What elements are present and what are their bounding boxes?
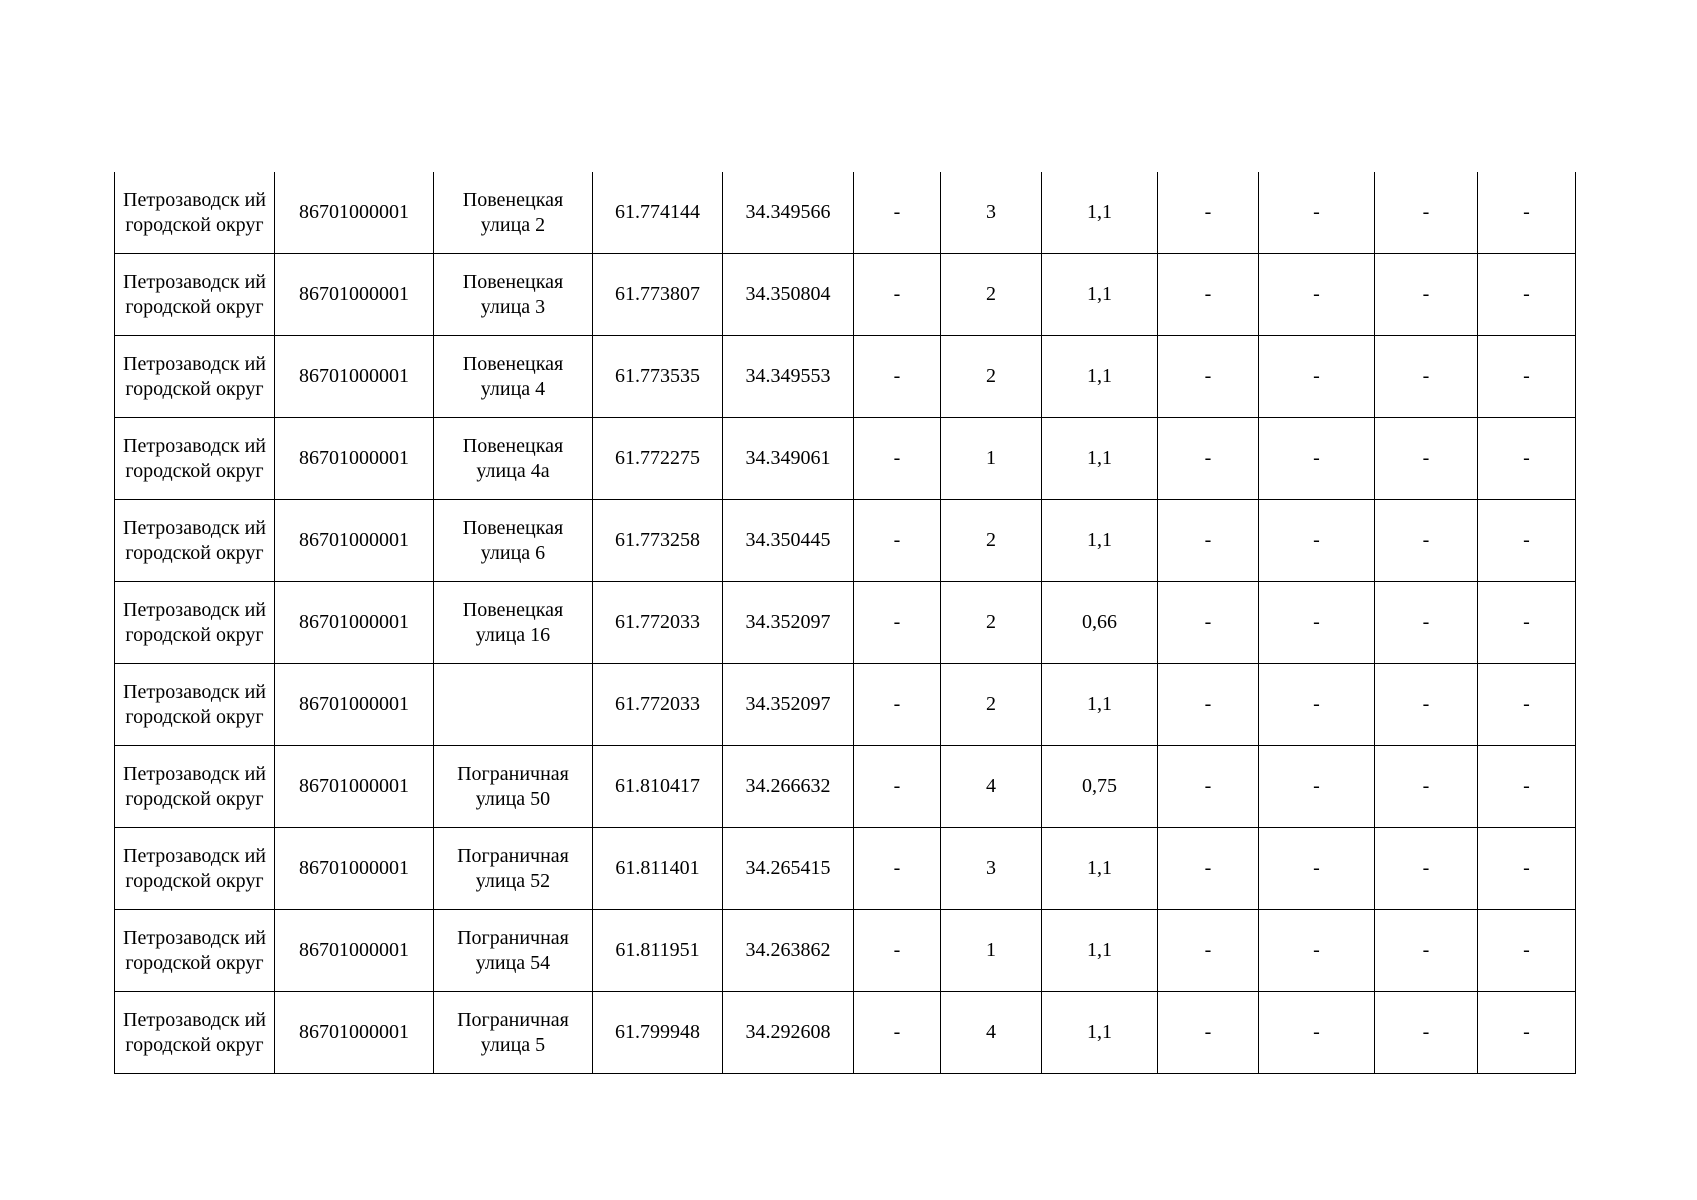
cell-address: Повенецкая улица 4а bbox=[434, 418, 593, 500]
cell-col12: - bbox=[1478, 418, 1576, 500]
table-row bbox=[115, 336, 1576, 418]
cell-col10: - bbox=[1259, 828, 1375, 910]
cell-col8: 1,1 bbox=[1042, 418, 1158, 500]
cell-oktmo: 86701000001 bbox=[275, 336, 434, 418]
cell-longitude: 34.349061 bbox=[723, 418, 854, 500]
cell-oktmo: 86701000001 bbox=[275, 582, 434, 664]
cell-latitude: 61.811951 bbox=[593, 910, 723, 992]
cell-municipality: Петрозаводск ий городской округ bbox=[115, 418, 275, 500]
cell-col11: - bbox=[1375, 254, 1478, 336]
cell-municipality: Петрозаводск ий городской округ bbox=[115, 582, 275, 664]
cell-col9: - bbox=[1158, 172, 1259, 254]
cell-col8: 0,75 bbox=[1042, 746, 1158, 828]
cell-municipality: Петрозаводск ий городской округ bbox=[115, 828, 275, 910]
cell-col7: 2 bbox=[941, 500, 1042, 582]
cell-col7: 2 bbox=[941, 336, 1042, 418]
table-row bbox=[115, 500, 1576, 582]
cell-col11: - bbox=[1375, 828, 1478, 910]
cell-oktmo: 86701000001 bbox=[275, 172, 434, 254]
cell-col9: - bbox=[1158, 992, 1259, 1074]
cell-col9: - bbox=[1158, 336, 1259, 418]
cell-address: Пограничная улица 50 bbox=[434, 746, 593, 828]
cell-col12: - bbox=[1478, 582, 1576, 664]
cell-col6: - bbox=[854, 500, 941, 582]
cell-address bbox=[434, 664, 593, 746]
cell-oktmo: 86701000001 bbox=[275, 500, 434, 582]
cell-address: Повенецкая улица 2 bbox=[434, 172, 593, 254]
cell-col12: - bbox=[1478, 664, 1576, 746]
cell-col10: - bbox=[1259, 418, 1375, 500]
cell-col9: - bbox=[1158, 746, 1259, 828]
cell-col10: - bbox=[1259, 336, 1375, 418]
cell-col6: - bbox=[854, 910, 941, 992]
cell-oktmo: 86701000001 bbox=[275, 746, 434, 828]
cell-municipality: Петрозаводск ий городской округ bbox=[115, 910, 275, 992]
cell-longitude: 34.350804 bbox=[723, 254, 854, 336]
cell-col11: - bbox=[1375, 418, 1478, 500]
cell-col6: - bbox=[854, 172, 941, 254]
cell-address: Повенецкая улица 6 bbox=[434, 500, 593, 582]
cell-address: Пограничная улица 54 bbox=[434, 910, 593, 992]
cell-longitude: 34.349553 bbox=[723, 336, 854, 418]
cell-oktmo: 86701000001 bbox=[275, 418, 434, 500]
cell-col7: 1 bbox=[941, 418, 1042, 500]
cell-col7: 3 bbox=[941, 828, 1042, 910]
cell-col6: - bbox=[854, 992, 941, 1074]
cell-municipality: Петрозаводск ий городской округ bbox=[115, 664, 275, 746]
cell-col9: - bbox=[1158, 254, 1259, 336]
cell-longitude: 34.265415 bbox=[723, 828, 854, 910]
cell-col10: - bbox=[1259, 910, 1375, 992]
table-row bbox=[115, 418, 1576, 500]
cell-oktmo: 86701000001 bbox=[275, 664, 434, 746]
cell-col8: 1,1 bbox=[1042, 254, 1158, 336]
cell-oktmo: 86701000001 bbox=[275, 254, 434, 336]
cell-col7: 2 bbox=[941, 254, 1042, 336]
table-row bbox=[115, 582, 1576, 664]
table-row bbox=[115, 254, 1576, 336]
cell-latitude: 61.773535 bbox=[593, 336, 723, 418]
cell-oktmo: 86701000001 bbox=[275, 910, 434, 992]
cell-col6: - bbox=[854, 828, 941, 910]
cell-col11: - bbox=[1375, 664, 1478, 746]
cell-address: Пограничная улица 5 bbox=[434, 992, 593, 1074]
cell-col12: - bbox=[1478, 500, 1576, 582]
cell-longitude: 34.350445 bbox=[723, 500, 854, 582]
cell-col6: - bbox=[854, 336, 941, 418]
cell-longitude: 34.349566 bbox=[723, 172, 854, 254]
table-row bbox=[115, 664, 1576, 746]
cell-col7: 1 bbox=[941, 910, 1042, 992]
cell-col7: 2 bbox=[941, 664, 1042, 746]
cell-col8: 1,1 bbox=[1042, 172, 1158, 254]
cell-col10: - bbox=[1259, 746, 1375, 828]
cell-col8: 0,66 bbox=[1042, 582, 1158, 664]
cell-col11: - bbox=[1375, 172, 1478, 254]
cell-longitude: 34.266632 bbox=[723, 746, 854, 828]
cell-latitude: 61.772275 bbox=[593, 418, 723, 500]
cell-col7: 2 bbox=[941, 582, 1042, 664]
cell-col12: - bbox=[1478, 172, 1576, 254]
cell-municipality: Петрозаводск ий городской округ bbox=[115, 172, 275, 254]
cell-col12: - bbox=[1478, 992, 1576, 1074]
cell-address: Повенецкая улица 3 bbox=[434, 254, 593, 336]
cell-municipality: Петрозаводск ий городской округ bbox=[115, 992, 275, 1074]
cell-municipality: Петрозаводск ий городской округ bbox=[115, 746, 275, 828]
cell-latitude: 61.810417 bbox=[593, 746, 723, 828]
cell-longitude: 34.352097 bbox=[723, 664, 854, 746]
cell-col8: 1,1 bbox=[1042, 664, 1158, 746]
table-row bbox=[115, 746, 1576, 828]
registry-table bbox=[114, 172, 1576, 1074]
cell-oktmo: 86701000001 bbox=[275, 828, 434, 910]
cell-col9: - bbox=[1158, 582, 1259, 664]
cell-latitude: 61.799948 bbox=[593, 992, 723, 1074]
cell-col6: - bbox=[854, 418, 941, 500]
cell-col8: 1,1 bbox=[1042, 828, 1158, 910]
cell-address: Пограничная улица 52 bbox=[434, 828, 593, 910]
cell-longitude: 34.292608 bbox=[723, 992, 854, 1074]
cell-col11: - bbox=[1375, 500, 1478, 582]
cell-col8: 1,1 bbox=[1042, 992, 1158, 1074]
cell-latitude: 61.811401 bbox=[593, 828, 723, 910]
cell-col8: 1,1 bbox=[1042, 336, 1158, 418]
cell-address: Повенецкая улица 16 bbox=[434, 582, 593, 664]
cell-col6: - bbox=[854, 254, 941, 336]
cell-municipality: Петрозаводск ий городской округ bbox=[115, 500, 275, 582]
cell-col8: 1,1 bbox=[1042, 910, 1158, 992]
cell-col10: - bbox=[1259, 664, 1375, 746]
cell-col12: - bbox=[1478, 828, 1576, 910]
cell-col10: - bbox=[1259, 500, 1375, 582]
table-row bbox=[115, 828, 1576, 910]
cell-col12: - bbox=[1478, 746, 1576, 828]
cell-oktmo: 86701000001 bbox=[275, 992, 434, 1074]
cell-col10: - bbox=[1259, 992, 1375, 1074]
cell-address: Повенецкая улица 4 bbox=[434, 336, 593, 418]
table-row bbox=[115, 910, 1576, 992]
cell-col11: - bbox=[1375, 992, 1478, 1074]
cell-latitude: 61.772033 bbox=[593, 664, 723, 746]
cell-col8: 1,1 bbox=[1042, 500, 1158, 582]
table-row bbox=[115, 992, 1576, 1074]
cell-col9: - bbox=[1158, 910, 1259, 992]
cell-col9: - bbox=[1158, 828, 1259, 910]
cell-col11: - bbox=[1375, 746, 1478, 828]
cell-municipality: Петрозаводск ий городской округ bbox=[115, 254, 275, 336]
cell-col7: 4 bbox=[941, 746, 1042, 828]
cell-col7: 4 bbox=[941, 992, 1042, 1074]
table-body bbox=[115, 172, 1576, 1074]
cell-col10: - bbox=[1259, 254, 1375, 336]
cell-col6: - bbox=[854, 582, 941, 664]
cell-col6: - bbox=[854, 746, 941, 828]
cell-latitude: 61.773807 bbox=[593, 254, 723, 336]
cell-col12: - bbox=[1478, 254, 1576, 336]
cell-latitude: 61.774144 bbox=[593, 172, 723, 254]
cell-col9: - bbox=[1158, 664, 1259, 746]
cell-longitude: 34.263862 bbox=[723, 910, 854, 992]
cell-col6: - bbox=[854, 664, 941, 746]
cell-col11: - bbox=[1375, 336, 1478, 418]
cell-col12: - bbox=[1478, 336, 1576, 418]
cell-col10: - bbox=[1259, 582, 1375, 664]
table-row bbox=[115, 172, 1576, 254]
cell-latitude: 61.773258 bbox=[593, 500, 723, 582]
cell-municipality: Петрозаводск ий городской округ bbox=[115, 336, 275, 418]
cell-col12: - bbox=[1478, 910, 1576, 992]
cell-col9: - bbox=[1158, 418, 1259, 500]
cell-latitude: 61.772033 bbox=[593, 582, 723, 664]
cell-col11: - bbox=[1375, 582, 1478, 664]
cell-col11: - bbox=[1375, 910, 1478, 992]
cell-longitude: 34.352097 bbox=[723, 582, 854, 664]
cell-col7: 3 bbox=[941, 172, 1042, 254]
cell-col9: - bbox=[1158, 500, 1259, 582]
cell-col10: - bbox=[1259, 172, 1375, 254]
